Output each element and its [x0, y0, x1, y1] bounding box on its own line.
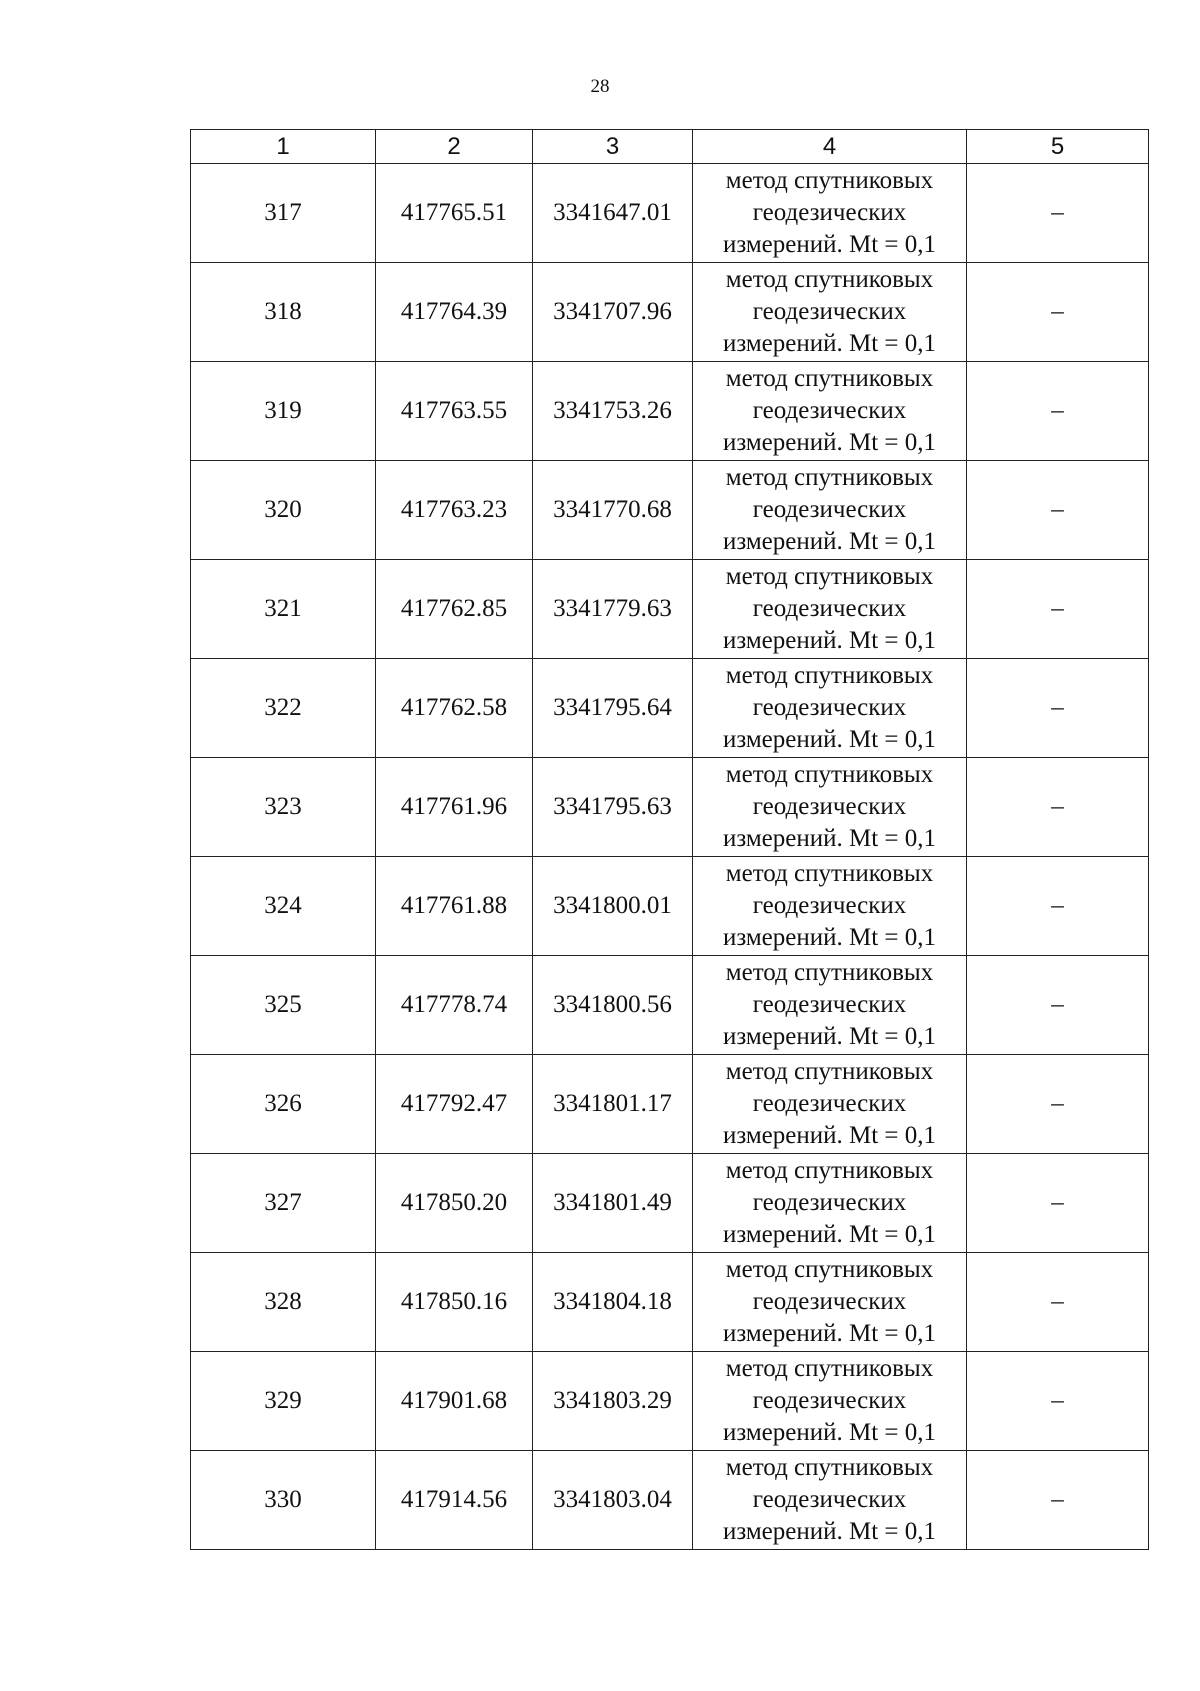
y-coordinate-cell: 3341804.18 — [533, 1253, 693, 1352]
y-coordinate-cell: 3341753.26 — [533, 362, 693, 461]
table-header-row — [191, 130, 1149, 164]
method-line: измерений. Mt = 0,1 — [722, 1122, 937, 1149]
method-line: измерений. Mt = 0,1 — [722, 429, 937, 456]
note-cell: – — [967, 956, 1149, 1055]
table-row — [191, 263, 1149, 362]
method-line: измерений. Mt = 0,1 — [722, 1419, 937, 1446]
method-line: метод спутниковых — [725, 1157, 934, 1184]
method-line: метод спутниковых — [725, 464, 934, 491]
column-header-5: 5 — [967, 130, 1149, 164]
method-line: геодезических — [752, 298, 907, 325]
table-row — [191, 164, 1149, 263]
method-line: метод спутниковых — [725, 1058, 934, 1085]
table-row — [191, 857, 1149, 956]
table-body — [191, 164, 1149, 1550]
x-coordinate-cell: 417850.16 — [376, 1253, 533, 1352]
column-header-4: 4 — [693, 130, 967, 164]
method-line: измерений. Mt = 0,1 — [722, 231, 937, 258]
method-cell — [693, 956, 967, 1055]
table-row — [191, 758, 1149, 857]
y-coordinate-cell: 3341779.63 — [533, 560, 693, 659]
method-line: метод спутниковых — [725, 959, 934, 986]
point-number-cell: 328 — [191, 1253, 376, 1352]
point-number-cell: 330 — [191, 1451, 376, 1550]
note-cell: – — [967, 1055, 1149, 1154]
method-cell — [693, 857, 967, 956]
x-coordinate-cell: 417764.39 — [376, 263, 533, 362]
x-coordinate-cell: 417792.47 — [376, 1055, 533, 1154]
method-line: метод спутниковых — [725, 266, 934, 293]
y-coordinate-cell: 3341647.01 — [533, 164, 693, 263]
note-cell: – — [967, 1451, 1149, 1550]
note-cell: – — [967, 1352, 1149, 1451]
table-row — [191, 1154, 1149, 1253]
note-cell: – — [967, 164, 1149, 263]
method-line: метод спутниковых — [725, 563, 934, 590]
x-coordinate-cell: 417778.74 — [376, 956, 533, 1055]
method-line: геодезических — [752, 991, 907, 1018]
method-cell — [693, 1253, 967, 1352]
method-line: метод спутниковых — [725, 167, 934, 194]
x-coordinate-cell: 417901.68 — [376, 1352, 533, 1451]
table-row — [191, 659, 1149, 758]
x-coordinate-cell: 417762.58 — [376, 659, 533, 758]
x-coordinate-cell: 417762.85 — [376, 560, 533, 659]
method-cell — [693, 659, 967, 758]
method-line: метод спутниковых — [725, 1454, 934, 1481]
point-number-cell: 326 — [191, 1055, 376, 1154]
method-line: геодезических — [752, 1189, 907, 1216]
column-header-1: 1 — [191, 130, 376, 164]
x-coordinate-cell: 417850.20 — [376, 1154, 533, 1253]
y-coordinate-cell: 3341801.17 — [533, 1055, 693, 1154]
point-number-cell: 322 — [191, 659, 376, 758]
note-cell: – — [967, 1154, 1149, 1253]
note-cell: – — [967, 758, 1149, 857]
y-coordinate-cell: 3341803.04 — [533, 1451, 693, 1550]
method-line: метод спутниковых — [725, 1355, 934, 1382]
method-line: измерений. Mt = 0,1 — [722, 330, 937, 357]
y-coordinate-cell: 3341800.56 — [533, 956, 693, 1055]
method-line: геодезических — [752, 1486, 907, 1513]
point-number-cell: 323 — [191, 758, 376, 857]
note-cell: – — [967, 857, 1149, 956]
y-coordinate-cell: 3341803.29 — [533, 1352, 693, 1451]
point-number-cell: 327 — [191, 1154, 376, 1253]
method-line: измерений. Mt = 0,1 — [722, 1320, 937, 1347]
point-number-cell: 318 — [191, 263, 376, 362]
method-line: геодезических — [752, 694, 907, 721]
method-line: геодезических — [752, 1387, 907, 1414]
method-cell — [693, 164, 967, 263]
method-line: измерений. Mt = 0,1 — [722, 825, 937, 852]
x-coordinate-cell: 417761.96 — [376, 758, 533, 857]
method-cell — [693, 560, 967, 659]
point-number-cell: 324 — [191, 857, 376, 956]
point-number-cell: 319 — [191, 362, 376, 461]
page-number: 28 — [590, 76, 610, 97]
y-coordinate-cell: 3341801.49 — [533, 1154, 693, 1253]
method-line: измерений. Mt = 0,1 — [722, 726, 937, 753]
method-line: измерений. Mt = 0,1 — [722, 627, 937, 654]
method-line: измерений. Mt = 0,1 — [722, 1518, 937, 1545]
method-cell — [693, 1451, 967, 1550]
note-cell: – — [967, 461, 1149, 560]
method-cell — [693, 1154, 967, 1253]
point-number-cell: 321 — [191, 560, 376, 659]
y-coordinate-cell: 3341795.64 — [533, 659, 693, 758]
method-line: геодезических — [752, 793, 907, 820]
method-cell — [693, 1352, 967, 1451]
x-coordinate-cell: 417763.23 — [376, 461, 533, 560]
method-line: геодезических — [752, 496, 907, 523]
x-coordinate-cell: 417761.88 — [376, 857, 533, 956]
point-number-cell: 329 — [191, 1352, 376, 1451]
method-line: геодезических — [752, 199, 907, 226]
method-line: метод спутниковых — [725, 860, 934, 887]
y-coordinate-cell: 3341800.01 — [533, 857, 693, 956]
table-row — [191, 1451, 1149, 1550]
method-line: метод спутниковых — [725, 662, 934, 689]
x-coordinate-cell: 417914.56 — [376, 1451, 533, 1550]
note-cell: – — [967, 263, 1149, 362]
note-cell: – — [967, 659, 1149, 758]
column-header-3: 3 — [533, 130, 693, 164]
table-row — [191, 461, 1149, 560]
y-coordinate-cell: 3341770.68 — [533, 461, 693, 560]
method-cell — [693, 263, 967, 362]
method-line: метод спутниковых — [725, 365, 934, 392]
method-cell — [693, 1055, 967, 1154]
method-line: геодезических — [752, 397, 907, 424]
method-line: геодезических — [752, 1090, 907, 1117]
method-cell — [693, 362, 967, 461]
point-number-cell: 320 — [191, 461, 376, 560]
table-row — [191, 560, 1149, 659]
method-line: измерений. Mt = 0,1 — [722, 1221, 937, 1248]
table-row — [191, 362, 1149, 461]
x-coordinate-cell: 417765.51 — [376, 164, 533, 263]
method-cell — [693, 758, 967, 857]
method-line: геодезических — [752, 892, 907, 919]
method-cell — [693, 461, 967, 560]
table-row — [191, 1055, 1149, 1154]
table-row — [191, 1253, 1149, 1352]
x-coordinate-cell: 417763.55 — [376, 362, 533, 461]
note-cell: – — [967, 1253, 1149, 1352]
method-line: измерений. Mt = 0,1 — [722, 1023, 937, 1050]
method-line: метод спутниковых — [725, 1256, 934, 1283]
table-row — [191, 1352, 1149, 1451]
note-cell: – — [967, 362, 1149, 461]
y-coordinate-cell: 3341795.63 — [533, 758, 693, 857]
method-line: метод спутниковых — [725, 761, 934, 788]
column-header-2: 2 — [376, 130, 533, 164]
note-cell: – — [967, 560, 1149, 659]
point-number-cell: 317 — [191, 164, 376, 263]
method-line: измерений. Mt = 0,1 — [722, 924, 937, 951]
method-line: измерений. Mt = 0,1 — [722, 528, 937, 555]
method-line: геодезических — [752, 595, 907, 622]
coordinates-table — [190, 129, 1149, 1550]
y-coordinate-cell: 3341707.96 — [533, 263, 693, 362]
point-number-cell: 325 — [191, 956, 376, 1055]
method-line: геодезических — [752, 1288, 907, 1315]
table-row — [191, 956, 1149, 1055]
